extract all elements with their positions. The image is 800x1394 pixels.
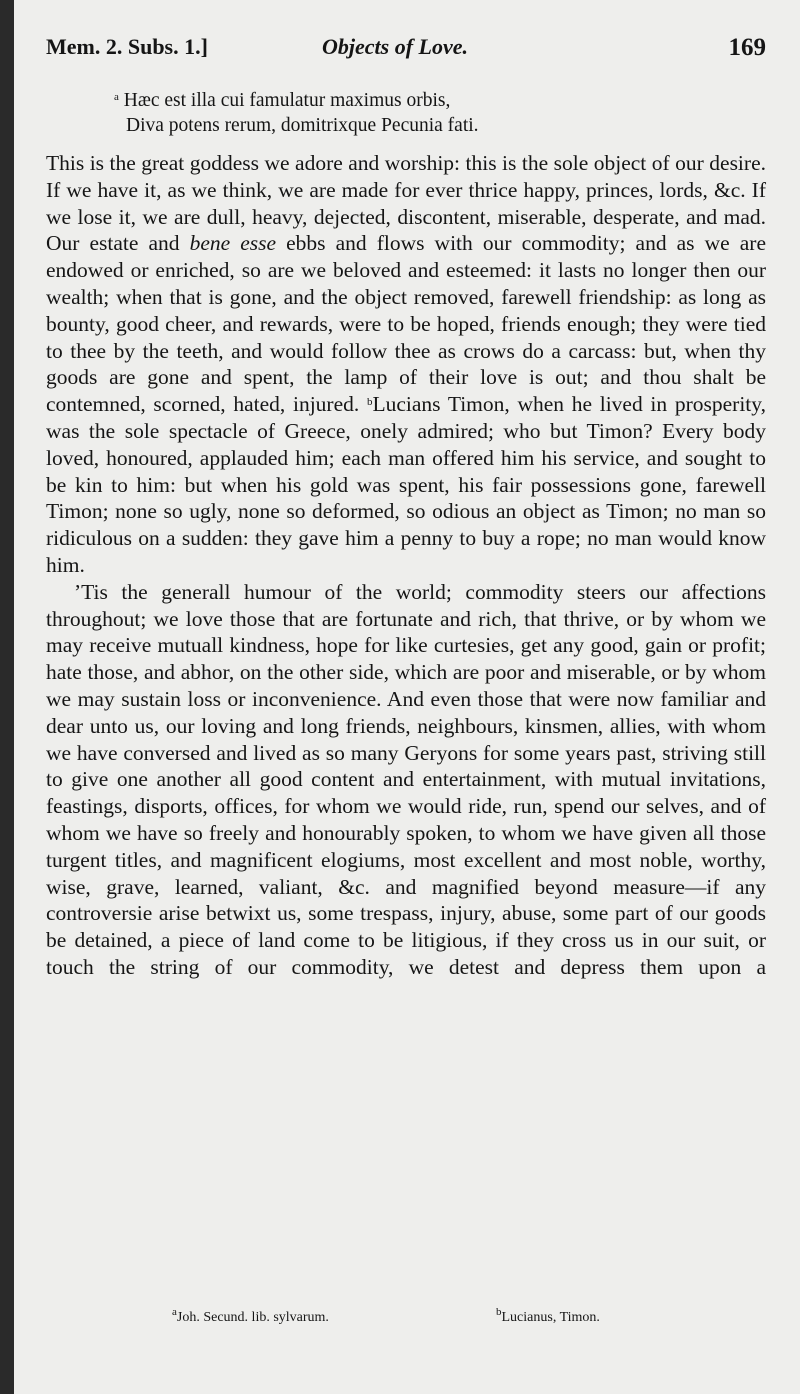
- epigraph: [114, 88, 734, 138]
- running-header: [46, 34, 766, 68]
- epigraph-line-1-text: Hæc est illa cui famulatur maximus orbis,: [123, 90, 451, 111]
- footnote-b-text: Lucianus, Timon.: [501, 1310, 600, 1325]
- paragraph-1-part-a: This is the great goddess we adore and worship: this is the sole object of our desire. If we have it, as we think, we are made for ever thrice happy, princes, lords, &c. If we lose it, we are dull, heavy, dejected, discontent, miserable, desperate, and mad. Our estate and: [46, 151, 766, 256]
- italic-phrase: bene esse: [189, 231, 277, 256]
- footnote-a-text: Joh. Secund. lib. sylvarum.: [176, 1310, 329, 1325]
- book-page: [14, 0, 800, 1394]
- paragraph-1-part-c: Lucians Timon, when he lived in prosperity, was the sole spectacle of Greece, onely admired; who but Timon? Every body loved, honoured, applauded him; each man offered him his service, and sought to be kin to him: but when his gold was spent, his fair possessions gone, farewell Timon; none so ugly, none so deformed, so odious an object as Timon; no man so ridiculous on a sudden: they gave him a penny to buy a rope; no man would know him.: [46, 392, 766, 577]
- paragraph-1-part-b: ebbs and flows with our commodity; and as we are endowed or enriched, so are we beloved and esteemed: it lasts no longer then our wealth; when that is gone, and the object removed, farewell friendship: as long as bounty, good cheer, and rewards, were to be hoped, friends enough; they were tied to thee by the teeth, and would follow thee as crows do a carcass: but, when thy goods are gone and spent, the lamp of their love is out; and thou shalt be contemned, scorned, hated, injured.: [46, 231, 766, 417]
- paragraph-1: [46, 150, 766, 579]
- footnotes: [46, 1306, 766, 1334]
- epigraph-line-1: [114, 88, 734, 113]
- footnote-marker-b: b: [366, 396, 373, 409]
- main-text: [46, 150, 766, 981]
- footnote-a-marker: a: [172, 1306, 177, 1318]
- epigraph-line-2: Diva potens rerum, domitrixque Pecunia fati.: [126, 115, 479, 136]
- page-title: Objects of Love.: [322, 34, 468, 59]
- footnote-a: [172, 1306, 329, 1326]
- footnote-b-marker: b: [496, 1306, 502, 1318]
- page-number: 169: [728, 34, 766, 61]
- footnote-b: [496, 1306, 600, 1326]
- section-reference: Mem. 2. Subs. 1.]: [46, 34, 208, 59]
- paragraph-2: ’Tis the generall humour of the world; commodity steers our affections throughout; we love those that are fortunate and rich, that thrive, or by whom we may receive mutuall kindness, hope for like curtesies, get any good, gain or profit; hate those, and abhor, on the other side, which are poor and miserable, or by whom we may sustain loss or inconvenience. And even those that were now familiar and dear unto us, our loving and long friends, neighbours, kinsmen, allies, with whom we have conversed and lived as so many Geryons for some years past, striving still to give one another all good content and entertainment, with mutual invitations, feastings, disports, offices, for whom we would ride, run, spend our selves, and of whom we have so freely and honourably spoken, to whom we have given all those turgent titles, and magnificent elogiums, most excellent and most noble, worthy, wise, grave, learned, valiant, &c. and magnified beyond measure—if any controversie arise betwixt us, some trespass, injury, abuse, some part of our goods be detained, a piece of land come to be litigious, if they cross us in our suit, or touch the string of our commodity, we detest and depress them upon a: [46, 579, 766, 979]
- footnote-marker-a: a: [114, 91, 119, 103]
